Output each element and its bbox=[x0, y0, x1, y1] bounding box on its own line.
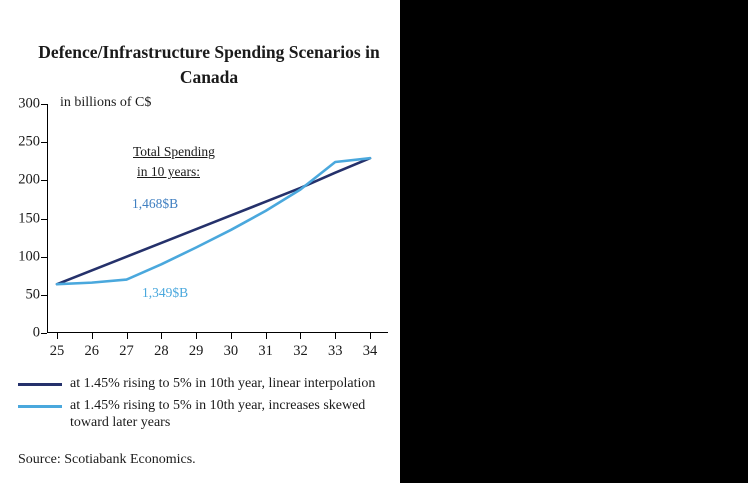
y-tick-mark bbox=[41, 333, 47, 334]
x-tick-label: 33 bbox=[327, 343, 343, 359]
x-tick-label: 28 bbox=[154, 343, 169, 359]
annotation-in-10-years: in 10 years: bbox=[137, 164, 200, 179]
y-tick-label: 300 bbox=[18, 95, 40, 112]
legend-item[interactable] bbox=[18, 375, 393, 393]
x-tick-mark bbox=[370, 333, 371, 339]
y-tick-label: 100 bbox=[18, 248, 40, 265]
source-note: Source: Scotiabank Economics. bbox=[18, 452, 196, 467]
x-tick-label: 32 bbox=[293, 343, 308, 359]
y-tick-label: 200 bbox=[18, 171, 40, 188]
x-tick-mark bbox=[231, 333, 232, 339]
y-tick-label: 0 bbox=[32, 324, 40, 341]
annotation-total-linear: 1,468$B bbox=[132, 196, 179, 211]
legend-item[interactable] bbox=[18, 397, 393, 432]
y-tick-label: 250 bbox=[18, 133, 40, 150]
x-tick-mark bbox=[57, 333, 58, 339]
legend-label: at 1.45% rising to 5% in 10th year, increases skewed toward later years bbox=[70, 397, 366, 430]
annotation-total-spending: Total Spending bbox=[133, 144, 215, 159]
y-tick-label: 150 bbox=[18, 210, 40, 226]
legend-swatch bbox=[18, 383, 62, 386]
x-tick-label: 30 bbox=[223, 343, 239, 359]
x-tick-label: 34 bbox=[362, 343, 378, 359]
chart-subtitle: in billions of C$ bbox=[60, 95, 152, 110]
x-tick-mark bbox=[196, 333, 197, 339]
x-tick-label: 26 bbox=[84, 343, 100, 359]
series-lines bbox=[47, 104, 388, 333]
chart-title: Defence/Infrastructure Spending Scenarios in Canada bbox=[38, 42, 380, 88]
x-tick-mark bbox=[300, 333, 301, 339]
annotation-total-skewed: 1,349$B bbox=[142, 285, 189, 300]
x-tick-mark bbox=[127, 333, 128, 339]
y-tick-label: 50 bbox=[25, 286, 40, 303]
series-line bbox=[57, 158, 370, 284]
legend-label: at 1.45% rising to 5% in 10th year, linear interpolation bbox=[70, 376, 376, 391]
x-tick-label: 25 bbox=[49, 343, 65, 359]
x-tick-mark bbox=[266, 333, 267, 339]
x-tick-mark bbox=[335, 333, 336, 339]
x-tick-mark bbox=[161, 333, 162, 339]
x-tick-label: 27 bbox=[119, 343, 134, 359]
legend-swatch bbox=[18, 405, 62, 408]
x-tick-mark bbox=[92, 333, 93, 339]
x-tick-label: 29 bbox=[188, 343, 204, 359]
x-tick-label: 31 bbox=[258, 343, 273, 359]
chart-legend bbox=[18, 375, 393, 436]
